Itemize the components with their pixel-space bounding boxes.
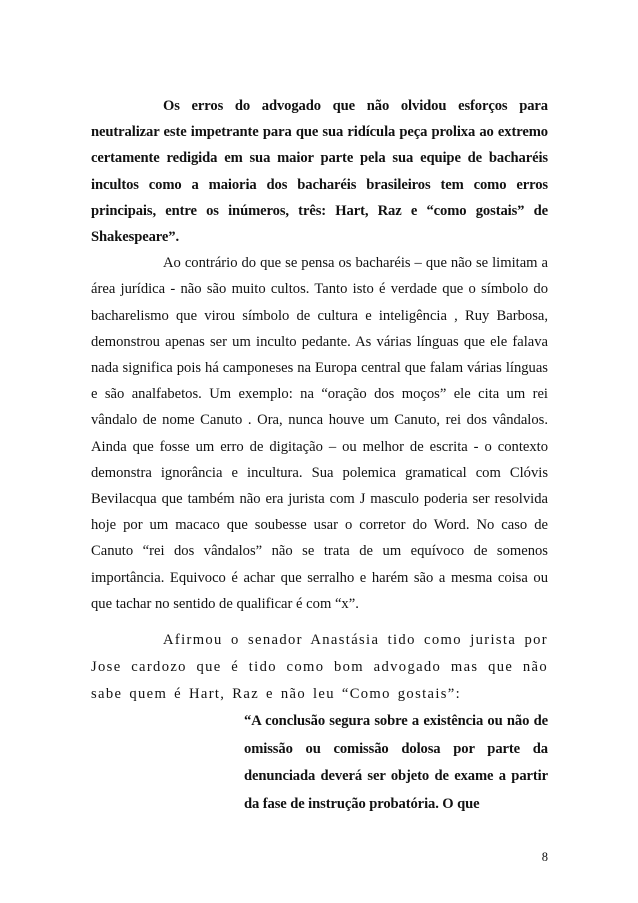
document-page — [91, 93, 548, 818]
block-quote: “A conclusão segura sobre a existência ou não de omissão ou comissão dolosa por parte da denunciada deverá ser objeto de exame a partir da fase de instrução probatória. O que — [244, 713, 548, 812]
paragraph-body: Ao contrário do que se pensa os bacharéis – que não se limitam a área jurídica - não são muito cultos. Tanto isto é verdade que o símbolo do bacharelismo que virou símbolo de cultura e inteligência , Ruy Barbosa, demonstrou apenas ser um inculto pedante. As várias línguas que ele falava nada significa pois há camponeses na Europa central que falam várias línguas e são analfabetos. Um exemplo: na “oração dos moços” ele cita um rei vândalo de nome Canuto . Ora, nunca houve um Canuto, rei dos vândalos. Ainda que fosse um erro de digitação – ou melhor de escrita - o contexto demonstra ignorância e incultura. Sua polemica gramatical com Clóvis Bevilacqua que também não era jurista com J masculo poderia ser resolvida hoje por um macaco que soubesse usar o corretor do Word. No caso de Canuto “rei dos vândalos” não se trata de um equívoco de somenos importância. Equivoco é achar que serralho e harém são a mesma coisa ou que tachar no sentido de qualificar é com “x”. — [91, 255, 548, 612]
paragraph-senator: Afirmou o senador Anastásia tido como jurista por Jose cardozo que é tido como bom advogado mas que não sabe quem é Hart, Raz e não leu “Como gostais”: — [91, 632, 548, 703]
paragraph-bold-intro: Os erros do advogado que não olvidou esforços para neutralizar este impetrante para que sua ridícula peça prolixa ao extremo certamente redigida em sua maior parte pela sua equipe de bacharéis incultos como a maioria dos bacharéis brasileiros tem como erros principais, entre os inúmeros, três: Hart, Raz e “como gostais” de Shakespeare”. — [91, 98, 548, 246]
page-number: 8 — [541, 850, 548, 864]
